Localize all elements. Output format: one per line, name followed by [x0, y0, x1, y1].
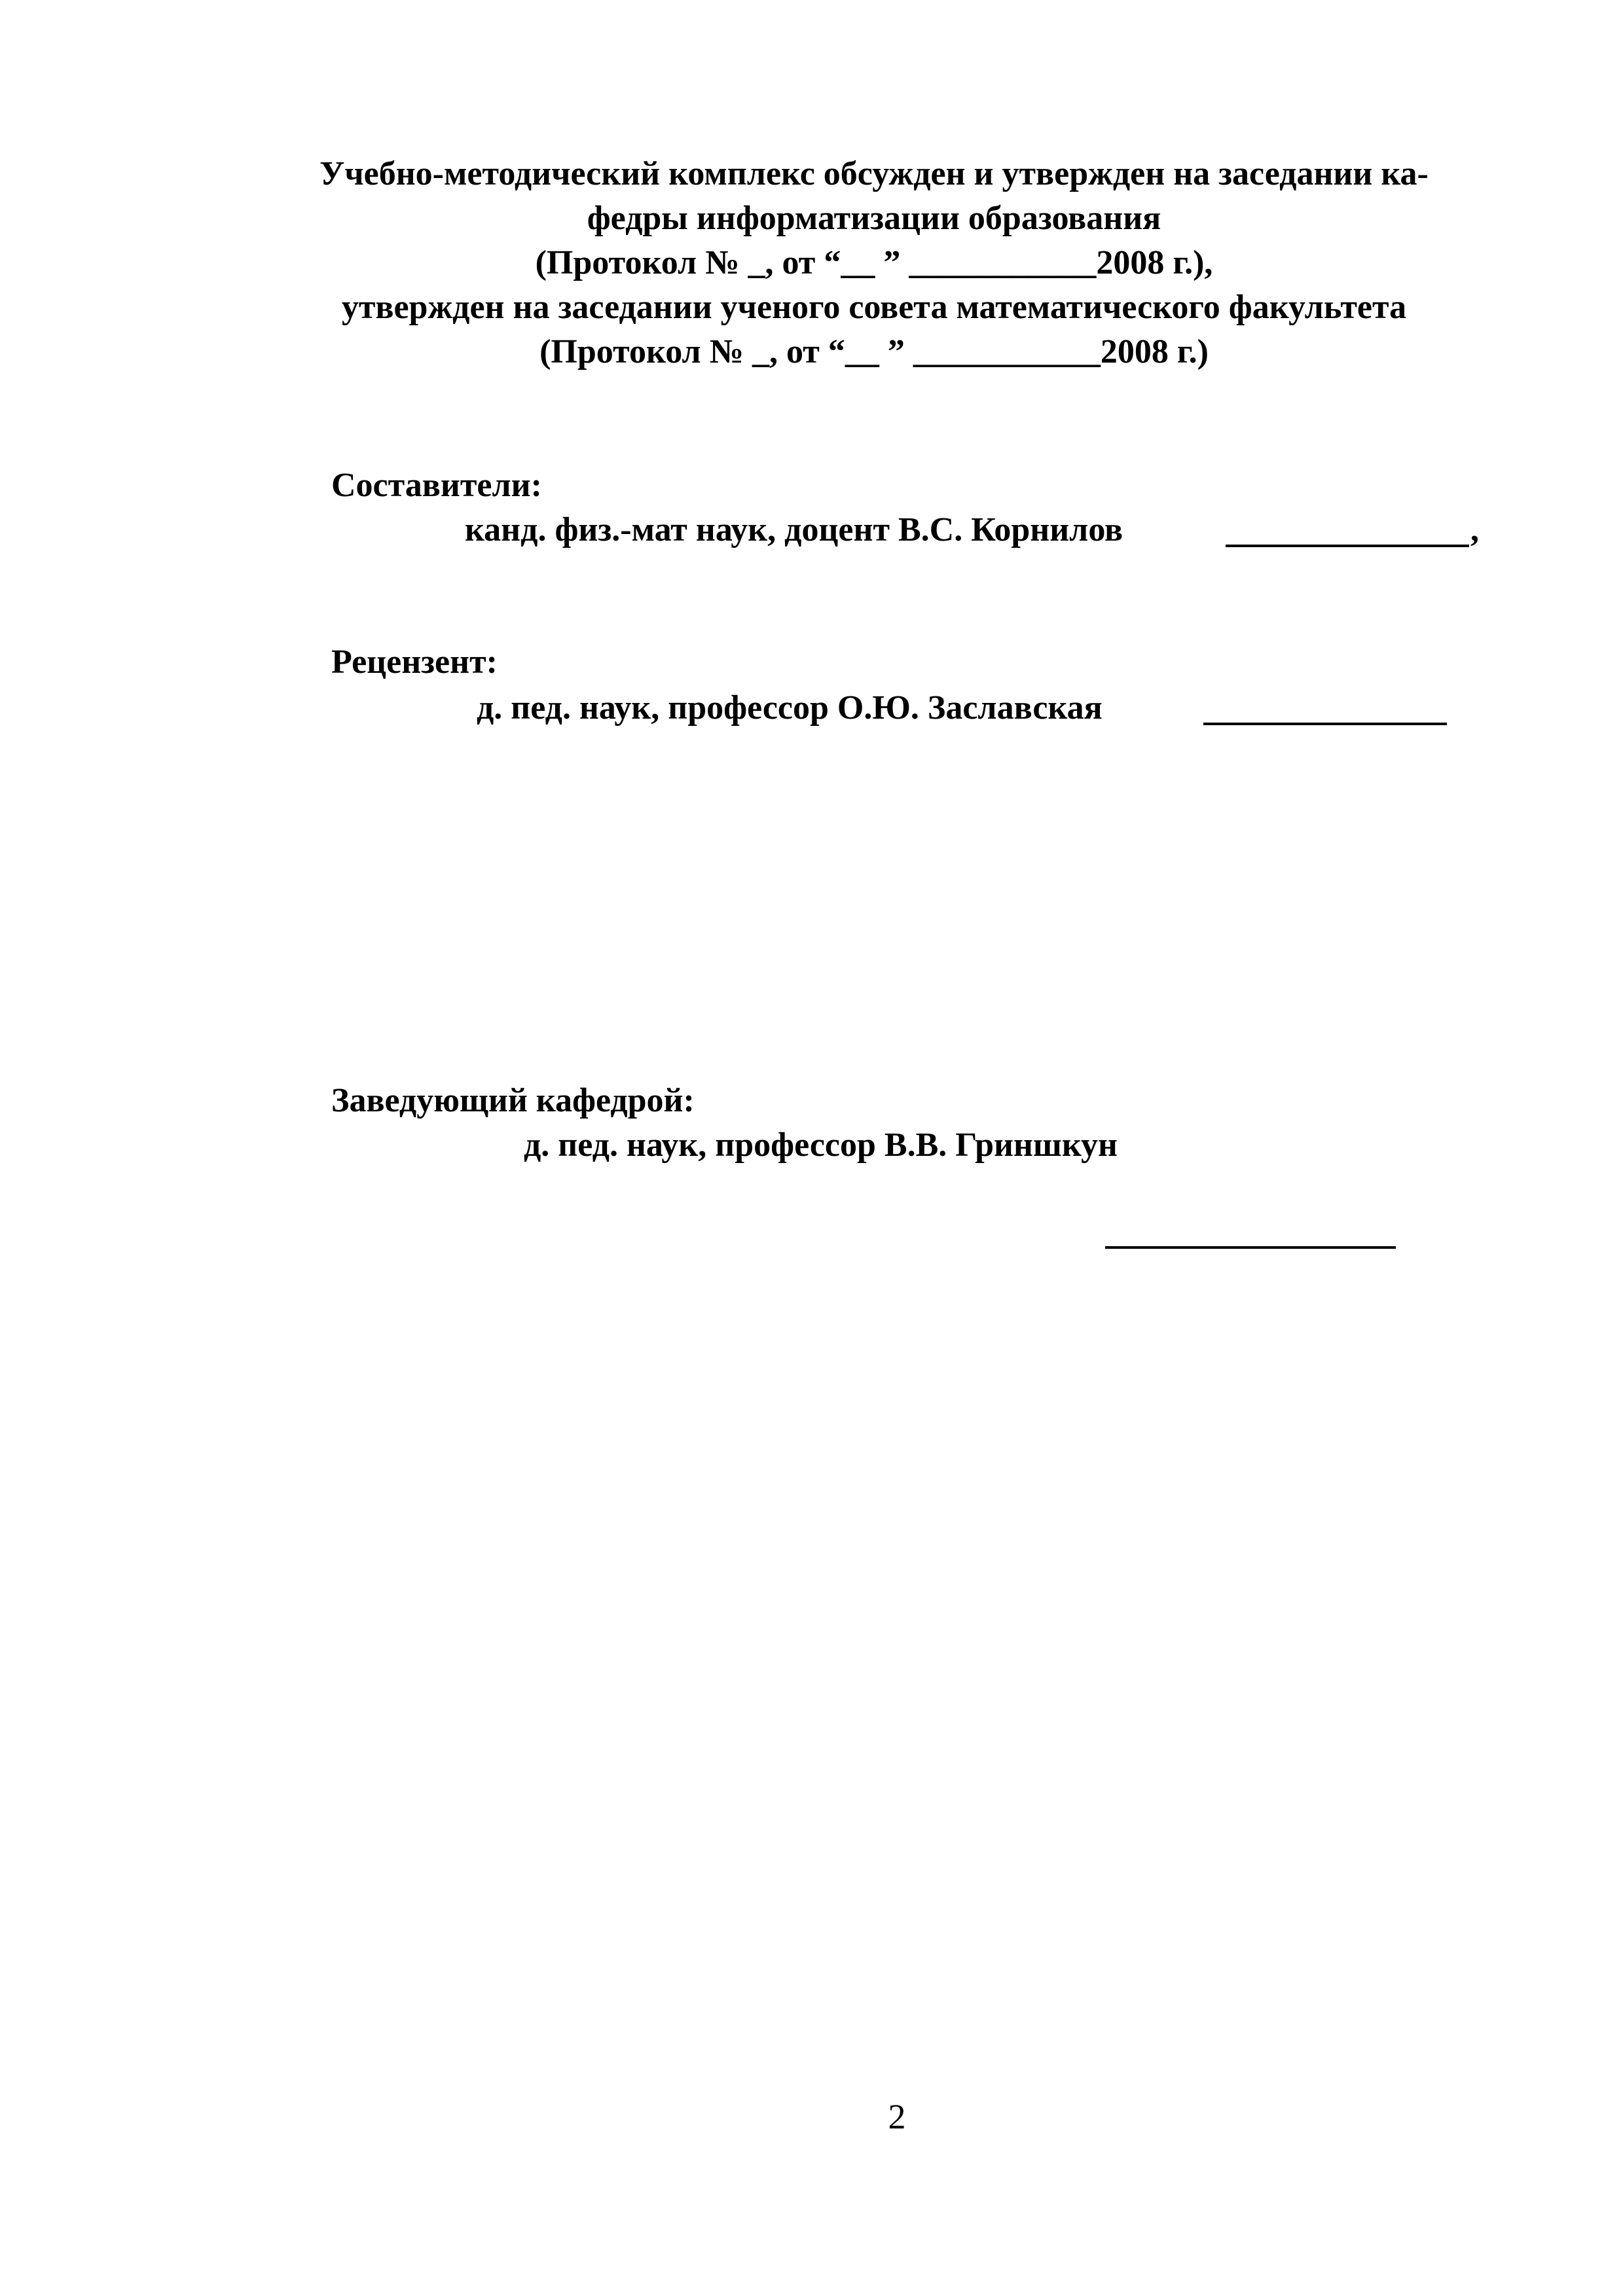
head-of-department-label: Заведующий кафедрой:	[331, 1082, 695, 1119]
compilers-signature-line	[1226, 545, 1469, 547]
compilers-label: Составители:	[331, 467, 542, 504]
approval-line-3: (Протокол № _, от “__ ” ___________2008 г.),	[535, 244, 1213, 281]
head-of-department-signature-line	[1105, 1246, 1396, 1249]
reviewer-signature-line	[1203, 723, 1447, 725]
reviewer-label: Рецензент:	[331, 643, 498, 681]
compilers-person: канд. физ.-мат наук, доцент В.С. Корнилов	[465, 511, 1123, 548]
approval-line-4: утвержден на заседании ученого совета математического факультета	[341, 289, 1407, 326]
page-number: 2	[888, 2097, 906, 2136]
head-of-department-person: д. пед. наук, профессор В.В. Гриншкун	[524, 1126, 1118, 1164]
approval-line-1: Учебно-методический комплекс обсужден и утвержден на заседании ка-	[319, 155, 1429, 192]
compilers-trailing-comma: ,	[1470, 511, 1479, 548]
reviewer-person: д. пед. наук, профессор О.Ю. Заславская	[477, 689, 1103, 726]
approval-line-5: (Протокол № _, от “__ ” ___________2008 г.)	[539, 333, 1209, 370]
approval-block	[223, 152, 1525, 374]
approval-line-2: федры информатизации образования	[587, 200, 1161, 237]
